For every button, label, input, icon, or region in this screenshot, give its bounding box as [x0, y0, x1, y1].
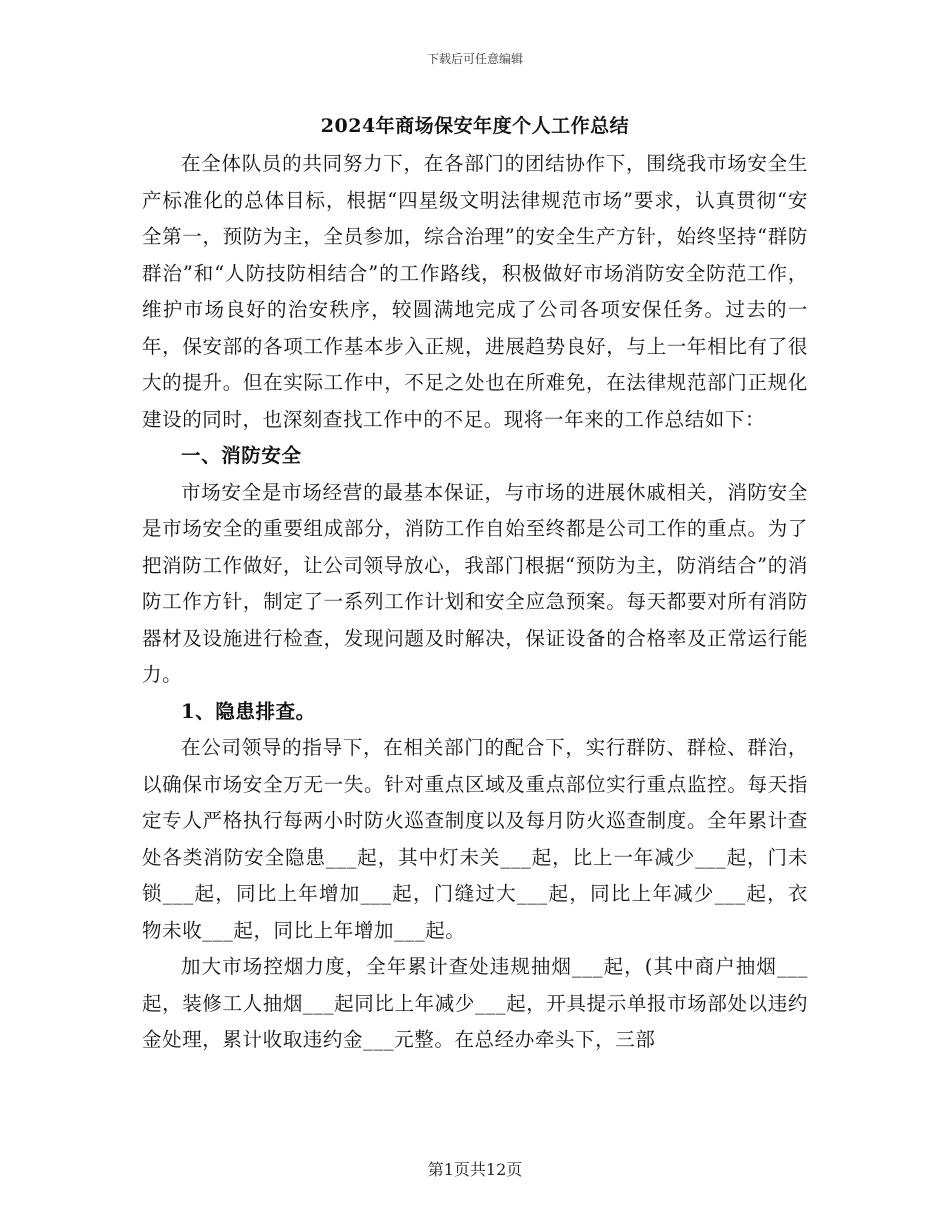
page-footer: 第1页共12页: [427, 1160, 523, 1179]
document-title: 2024年商场保安年度个人工作总结: [320, 115, 630, 137]
smoking-control-paragraph: 加大市场控烟力度，全年累计查处违规抽烟___起，(其中商户抽烟___起，装修工人抽烟___起同比上年减少___起，开具提示单报市场部处以违约金处理，累计收取违约金___元整。在总经办牵头下，三部: [142, 955, 808, 1051]
hazard-check-paragraph: 在公司领导的指导下，在相关部门的配合下，实行群防、群检、群治，以确保市场安全万无一失。针对重点区域及重点部位实行重点监控。每天指定专人严格执行每两小时防火巡查制度以及每月防火巡查制度。全年累计查处各类消防安全隐患___起，其中灯未关___起，比上一年减少___起，门未锁___起，同比上年增加___起，门缝过大___起，同比上年减少___起，衣物未收___起，同比上年增加___起。: [142, 736, 808, 942]
document-body: [142, 112, 808, 1059]
header-note: 下载后可任意编辑: [426, 52, 523, 66]
subsection-heading-hazard-check: 1、隐患排查。: [181, 699, 316, 723]
intro-paragraph: 在全体队员的共同努力下，在各部门的团结协作下，围绕我市场安全生产标准化的总体目标，根据“四星级文明法律规范市场”要求，认真贯彻“安全第一，预防为主，全员参加，综合治理”的安全生产方针，始终坚持“群防群治”和“人防技防相结合”的工作路线，积极做好市场消防安全防范工作，维护市场良好的治安秩序，较圆满地完成了公司各项安保任务。过去的一年，保安部的各项工作基本步入正规，进展趋势良好，与上一年相比有了很大的提升。但在实际工作中，不足之处也在所难免，在法律规范部门正规化建设的同时，也深刻查找工作中的不足。现将一年来的工作总结如下：: [142, 152, 808, 431]
fire-safety-paragraph: 市场安全是市场经营的最基本保证，与市场的进展休戚相关，消防安全是市场安全的重要组成部分，消防工作自始至终都是公司工作的重点。为了把消防工作做好，让公司领导放心，我部门根据“预防为主，防消结合”的消防工作方针，制定了一系列工作计划和安全应急预案。每天都要对所有消防器材及设施进行检查，发现问题及时解决，保证设备的合格率及正常运行能力。: [142, 480, 808, 686]
section-heading-fire-safety: 一、消防安全: [181, 444, 302, 467]
